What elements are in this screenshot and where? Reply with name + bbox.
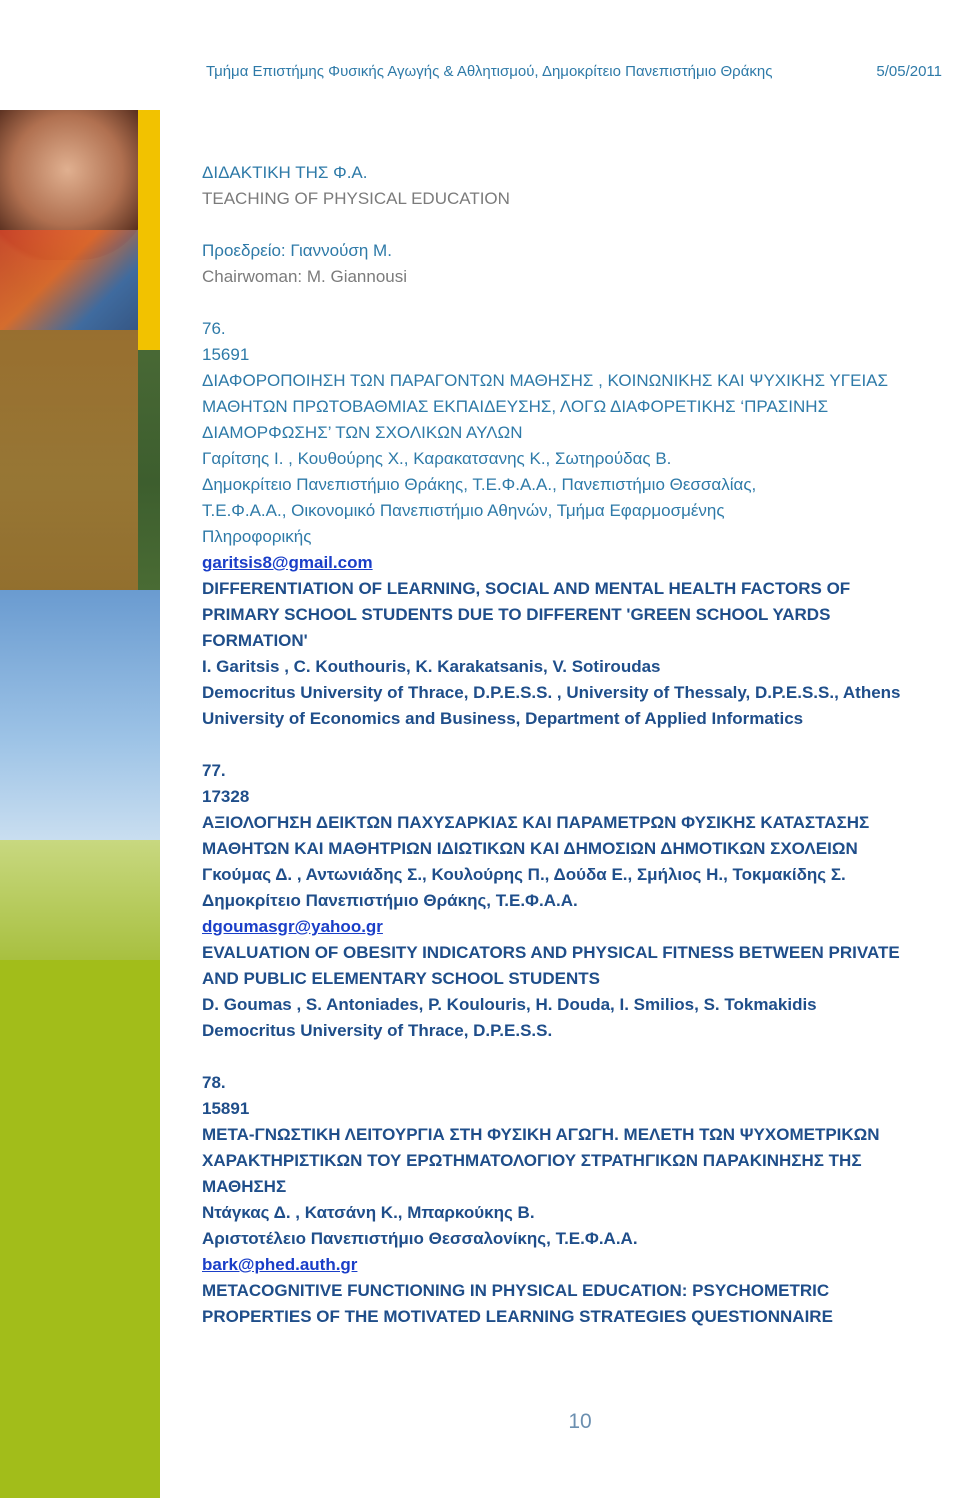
entry-title-en-line: PROPERTIES OF THE MOTIVATED LEARNING STRATEGIES QUESTIONNAIRE [202, 1307, 833, 1326]
email-link[interactable]: dgoumasgr@yahoo.gr [202, 917, 383, 936]
entry-authors-gr: Γκούμας Δ. , Αντωνιάδης Σ., Κουλούρης Π., Δούδα Ε., Σμήλιος Η., Τοκμακίδης Σ. [202, 865, 846, 884]
email-link[interactable]: bark@phed.auth.gr [202, 1255, 358, 1274]
email-link[interactable]: garitsis8@gmail.com [202, 553, 373, 572]
entry-affiliation-gr-line: Τ.Ε.Φ.Α.Α., Οικονομικό Πανεπιστήμιο Αθηνών, Τμήμα Εφαρμοσμένης [202, 501, 725, 520]
session-title-gr: ΔΙΔΑΚΤΙΚΗ ΤΗΣ Φ.Α. [202, 163, 368, 182]
entry-authors-en: I. Garitsis , C. Kouthouris, K. Karakatsanis, V. Sotiroudas [202, 657, 661, 676]
entry-title-gr-line: ΜΑΘΗΤΩΝ ΠΡΩΤΟΒΑΘΜΙΑΣ ΕΚΠΑΙΔΕΥΣΗΣ, ΛΟΓΩ ΔΙΑΦΟΡΕΤΙΚΗΣ ‘ΠΡΑΣΙΝΗΣ [202, 397, 829, 416]
entry-number: 77. [202, 761, 226, 780]
entry-id: 15691 [202, 345, 250, 364]
entry-title-en-line: METACOGNITIVE FUNCTIONING IN PHYSICAL EDUCATION: PSYCHOMETRIC [202, 1281, 830, 1300]
page-number: 10 [568, 1410, 592, 1433]
session-title-en: TEACHING OF PHYSICAL EDUCATION [202, 189, 510, 208]
entry-authors-gr: Γαρίτσης Ι. , Κουθούρης Χ., Καρακατσανης Κ., Σωτηρούδας Β. [202, 449, 672, 468]
entry-78 [202, 1070, 958, 1330]
entry-title-gr-line: ΑΞΙΟΛΟΓΗΣΗ ΔΕΙΚΤΩΝ ΠΑΧΥΣΑΡΚΙΑΣ ΚΑΙ ΠΑΡΑΜΕΤΡΩΝ ΦΥΣΙΚΗΣ ΚΑΤΑΣΤΑΣΗΣ [202, 813, 870, 832]
sidebar-photo-runners [0, 330, 138, 630]
sidebar-photo-sky [0, 590, 160, 840]
entry-title-gr-line: ΧΑΡΑΚΤΗΡΙΣΤΙΚΩΝ ΤΟΥ ΕΡΩΤΗΜΑΤΟΛΟΓΙΟΥ ΣΤΡΑΤΗΓΙΚΩΝ ΠΑΡΑΚΙΝΗΣΗΣ ΤΗΣ [202, 1151, 862, 1170]
session-chair-en: Chairwoman: M. Giannousi [202, 267, 408, 286]
entry-id: 17328 [202, 787, 250, 806]
header-date: 5/05/2011 [876, 63, 942, 80]
entry-affiliation-gr-line: Αριστοτέλειο Πανεπιστήμιο Θεσσαλονίκης, Τ.Ε.Φ.Α.Α. [202, 1229, 638, 1248]
sidebar-lime-band [0, 960, 160, 1498]
entry-affiliation-en-line: Democritus University of Thrace, D.P.E.S.S. [202, 1021, 553, 1040]
entry-authors-gr: Ντάγκας Δ. , Κατσάνη Κ., Μπαρκούκης Β. [202, 1203, 535, 1222]
decorative-sidebar [0, 0, 160, 1498]
entry-affiliation-gr-line: Δημοκρίτειο Πανεπιστήμιο Θράκης, Τ.Ε.Φ.Α.Α., Πανεπιστήμιο Θεσσαλίας, [202, 475, 757, 494]
entry-77 [202, 758, 958, 1044]
session-chair-gr: Προεδρείο: Γιαννούση Μ. [202, 241, 392, 260]
page-content [202, 160, 958, 1330]
entry-affiliation-gr-line: Πληροφορικής [202, 527, 312, 546]
entry-affiliation-en-line: University of Economics and Business, Department of Applied Informatics [202, 709, 804, 728]
entry-affiliation-gr-line: Δημοκρίτειο Πανεπιστήμιο Θράκης, Τ.Ε.Φ.Α.Α. [202, 891, 578, 910]
entry-title-en-line: AND PUBLIC ELEMENTARY SCHOOL STUDENTS [202, 969, 600, 988]
entry-id: 15891 [202, 1099, 250, 1118]
entry-number: 78. [202, 1073, 226, 1092]
entry-title-gr-line: ΜΑΘΗΣΗΣ [202, 1177, 287, 1196]
entry-title-en-line: FORMATION' [202, 631, 308, 650]
page-header [206, 63, 942, 80]
entry-title-gr-line: ΔΙΑΦΟΡΟΠΟΙΗΣΗ ΤΩΝ ΠΑΡΑΓΟΝΤΩΝ ΜΑΘΗΣΗΣ , ΚΟΙΝΩΝΙΚΗΣ ΚΑΙ ΨΥΧΙΚΗΣ ΥΓΕΙΑΣ [202, 371, 889, 390]
sidebar-photo-shirt [0, 230, 150, 330]
entry-title-gr-line: ΜΑΘΗΤΩΝ ΚΑΙ ΜΑΘΗΤΡΙΩΝ ΙΔΙΩΤΙΚΩΝ ΚΑΙ ΔΗΜΟΣΙΩΝ ΔΗΜΟΤΙΚΩΝ ΣΧΟΛΕΙΩΝ [202, 839, 858, 858]
entry-title-en-line: DIFFERENTIATION OF LEARNING, SOCIAL AND MENTAL HEALTH FACTORS OF [202, 579, 851, 598]
entry-number: 76. [202, 319, 226, 338]
header-department: Τμήμα Επιστήμης Φυσικής Αγωγής & Αθλητισμού, Δημοκρίτειο Πανεπιστήμιο Θράκης [206, 63, 773, 80]
entry-title-gr-line: ΜΕΤΑ-ΓΝΩΣΤΙΚΗ ΛΕΙΤΟΥΡΓΙΑ ΣΤΗ ΦΥΣΙΚΗ ΑΓΩΓΗ. ΜΕΛΕΤΗ ΤΩΝ ΨΥΧΟΜΕΤΡΙΚΩΝ [202, 1125, 880, 1144]
entry-title-gr-line: ΔΙΑΜΟΡΦΩΣΗΣ’ ΤΩΝ ΣΧΟΛΙΚΩΝ ΑΥΛΩΝ [202, 423, 523, 442]
entry-affiliation-en-line: Democritus University of Thrace, D.P.E.S.S. , University of Thessaly, D.P.E.S.S., Athens [202, 683, 901, 702]
entry-authors-en: D. Goumas , S. Antoniades, P. Koulouris, H. Douda, I. Smilios, S. Tokmakidis [202, 995, 817, 1014]
entry-title-en-line: EVALUATION OF OBESITY INDICATORS AND PHYSICAL FITNESS BETWEEN PRIVATE [202, 943, 900, 962]
sidebar-yellow-stripe [138, 110, 160, 350]
entry-76 [202, 316, 958, 732]
entry-title-en-line: PRIMARY SCHOOL STUDENTS DUE TO DIFFERENT 'GREEN SCHOOL YARDS [202, 605, 831, 624]
sidebar-photo-grass [0, 840, 160, 960]
